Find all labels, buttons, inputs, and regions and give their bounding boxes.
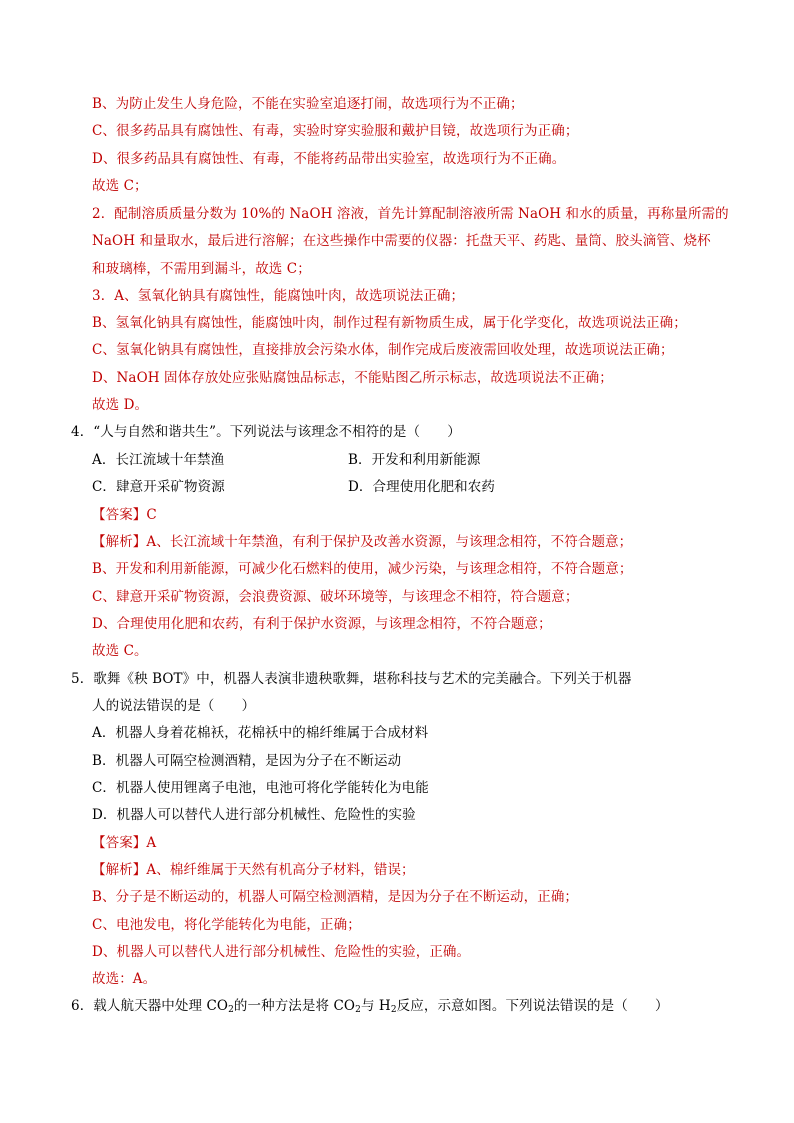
q4-option-b: B．开发和利用新能源 <box>348 452 481 468</box>
prev-explanation-c: C、很多药品具有腐蚀性、有毒，实验时穿实验服和戴护目镜，故选项行为正确； <box>92 123 579 139</box>
q3-conclusion: 故选 D。 <box>92 397 149 413</box>
q5-stem-line1: 5．歌舞《秧 BOT》中，机器人表演非遗秧歌舞，堪称科技与艺术的完美融合。下列关于机器 <box>71 671 632 687</box>
q5-answer-value: A <box>146 835 157 851</box>
q2-explanation-line3: 和玻璃棒，不需用到漏斗，故选 C； <box>92 261 311 277</box>
q6-stem-part4: 反应，示意如图。下列说法错误的是（ ） <box>396 998 669 1014</box>
q5-analysis-b: B、分子是不断运动的，机器人可隔空检测酒精，是因为分子在不断运动，正确； <box>92 889 579 905</box>
q5-analysis-c: C、电池发电，将化学能转化为电能，正确； <box>92 917 361 933</box>
q4-analysis-a-text: A、长江流域十年禁渔，有利于保护及改善水资源，与该理念相符，不符合题意； <box>146 534 633 550</box>
q6-sub-2: 2 <box>355 1005 361 1015</box>
prev-explanation-d: D、很多药品具有腐蚀性、有毒，不能将药品带出实验室，故选项行为不正确。 <box>92 151 566 167</box>
q4-analysis-c: C、肆意开采矿物资源，会浪费资源、破坏环境等，与该理念不相符，符合题意； <box>92 589 579 605</box>
q5-option-c: C．机器人使用锂离子电池，电池可将化学能转化为电能 <box>92 780 429 796</box>
prev-conclusion: 故选 C； <box>92 178 148 194</box>
q6-stem-part1: 6．载人航天器中处理 CO <box>71 998 229 1014</box>
q5-answer-label: 【答案】 <box>92 835 147 851</box>
q6-stem <box>71 997 669 1015</box>
q4-option-d: D．合理使用化肥和农药 <box>348 479 495 495</box>
q5-option-d: D．机器人可以替代人进行部分机械性、危险性的实验 <box>92 807 416 823</box>
q6-stem-part3: 与 H <box>360 998 391 1014</box>
q2-explanation-line2: NaOH 和量取水，最后进行溶解；在这些操作中需要的仪器：托盘天平、药匙、量筒、胶头滴管、烧杯 <box>92 233 711 249</box>
q5-analysis-d: D、机器人可以替代人进行部分机械性、危险性的实验，正确。 <box>92 944 471 960</box>
q4-answer-value: C <box>146 507 157 523</box>
q5-option-a: A．机器人身着花棉袄，花棉袄中的棉纤维属于合成材料 <box>92 725 429 741</box>
q4-option-a: A．长江流域十年禁渔 <box>92 452 225 468</box>
q5-conclusion: 故选：A。 <box>92 971 157 987</box>
q4-analysis-a <box>92 533 632 551</box>
q4-answer <box>92 506 157 524</box>
q4-analysis-label: 【解析】 <box>92 534 147 550</box>
q3-explanation-a: 3．A、氢氧化钠具有腐蚀性，能腐蚀叶肉，故选项说法正确； <box>92 288 465 304</box>
q4-option-c: C．肆意开采矿物资源 <box>92 479 225 495</box>
q4-stem: 4．“人与自然和谐共生”。下列说法与该理念不相符的是（ ） <box>71 424 461 440</box>
q5-answer <box>92 834 156 852</box>
q2-explanation-line1: 2．配制溶质质量分数为 10%的 NaOH 溶液，首先计算配制溶液所需 NaOH 和水的质量，再称量所需的 <box>92 206 729 222</box>
q4-answer-label: 【答案】 <box>92 507 147 523</box>
q6-sub-3: 2 <box>390 1005 397 1015</box>
q5-analysis-a <box>92 861 415 879</box>
q5-option-b: B．机器人可隔空检测酒精，是因为分子在不断运动 <box>92 753 402 769</box>
q5-analysis-a-text: A、棉纤维属于天然有机高分子材料，错误； <box>146 862 415 878</box>
q3-explanation-c: C、氢氧化钠具有腐蚀性，直接排放会污染水体，制作完成后废液需回收处理，故选项说法正确； <box>92 342 674 358</box>
q3-explanation-b: B、氢氧化钠具有腐蚀性，能腐蚀叶肉，制作过程有新物质生成，属于化学变化，故选项说法正确； <box>92 315 687 331</box>
q4-analysis-b: B、开发和利用新能源，可减少化石燃料的使用，减少污染，与该理念相符，不符合题意； <box>92 561 633 577</box>
q5-analysis-label: 【解析】 <box>92 862 147 878</box>
q6-sub-1: 2 <box>228 1005 234 1015</box>
q5-stem-line2: 人的说法错误的是（ ） <box>92 698 256 714</box>
q4-analysis-d: D、合理使用化肥和农药，有利于保护水资源，与该理念相符，不符合题意； <box>92 616 552 632</box>
q6-stem-part2: 的一种方法是将 CO <box>233 998 356 1014</box>
q4-conclusion: 故选 C。 <box>92 643 148 659</box>
q3-explanation-d: D、NaOH 固体存放处应张贴腐蚀品标志，不能贴图乙所示标志，故选项说法不正确； <box>92 370 613 386</box>
prev-explanation-b: B、为防止发生人身危险，不能在实验室追逐打闹，故选项行为不正确； <box>92 96 524 112</box>
